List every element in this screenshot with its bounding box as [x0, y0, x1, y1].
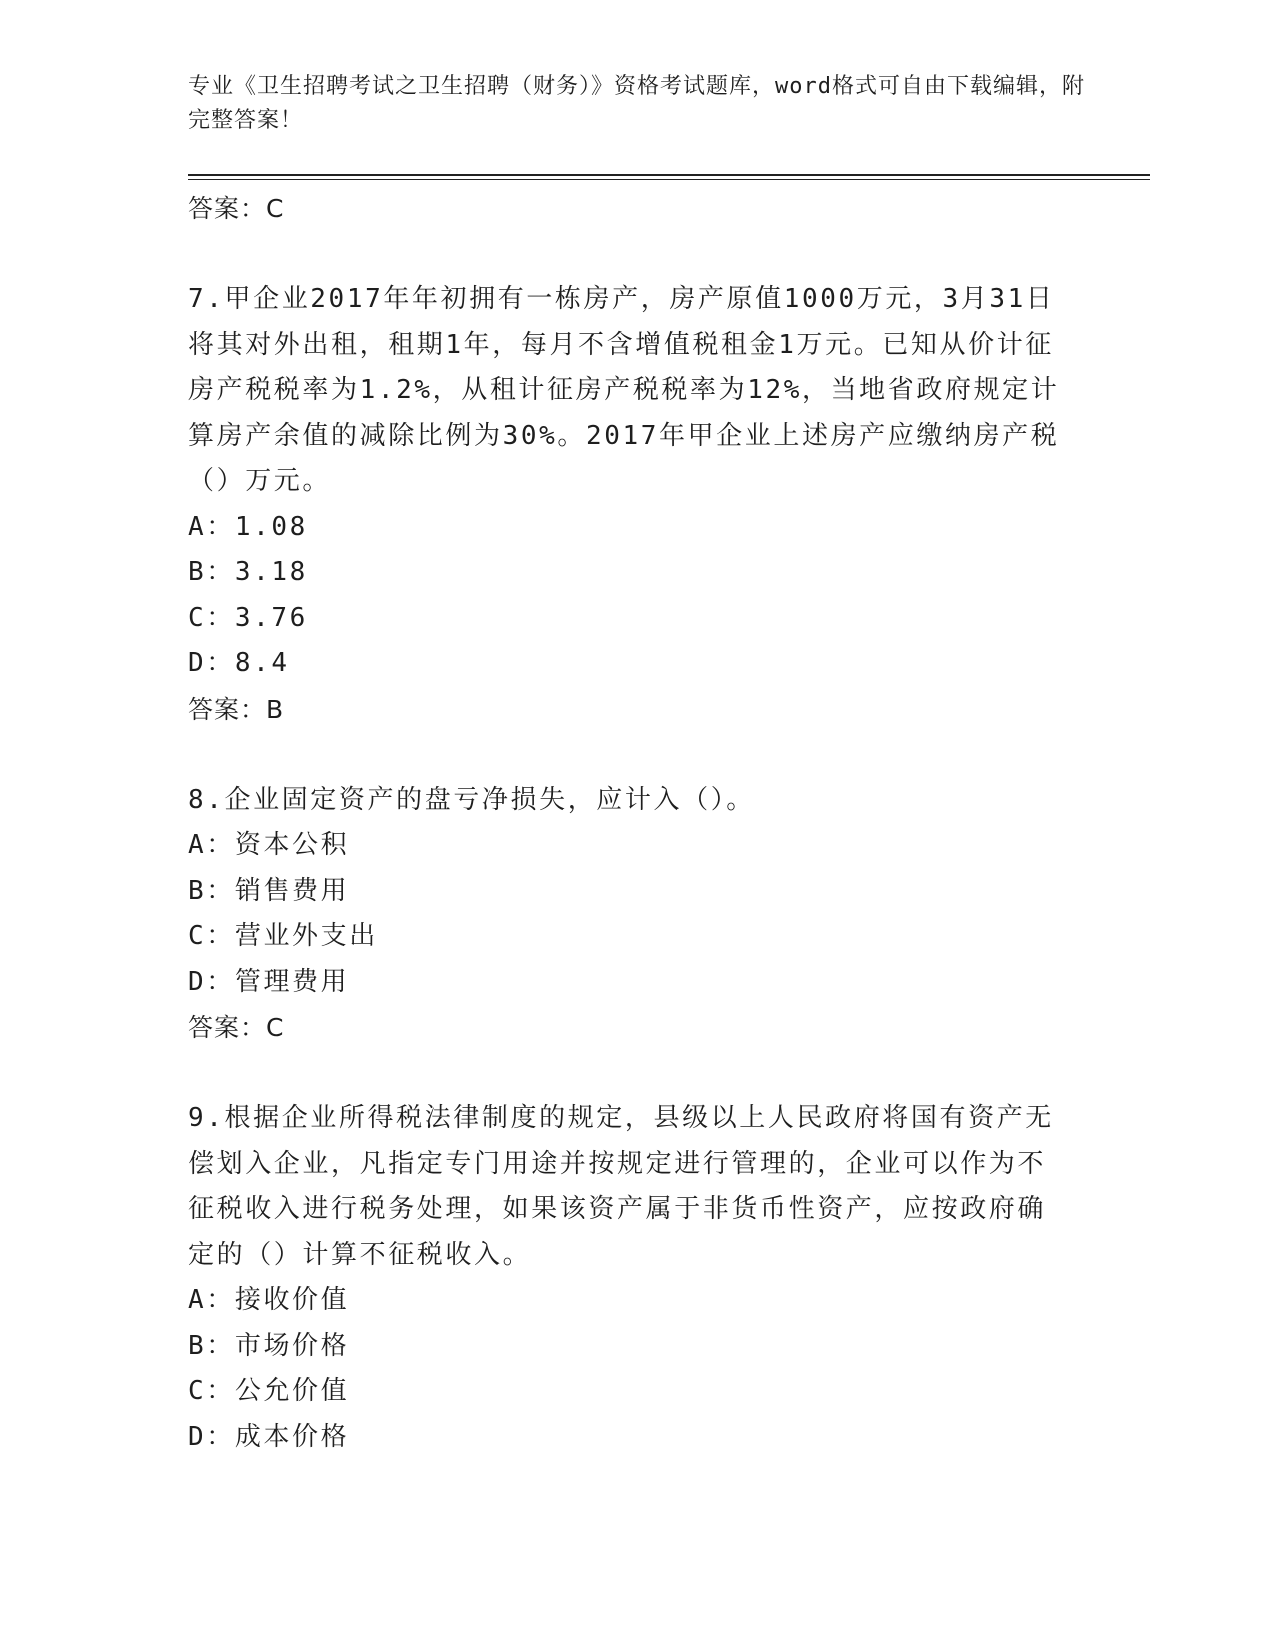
option-a: A：1.08	[188, 511, 308, 542]
option-d: D：成本价格	[188, 1421, 350, 1452]
option-b: B：销售费用	[188, 875, 350, 906]
question-7	[188, 277, 1148, 732]
header-divider	[188, 174, 1150, 180]
option-c: C：营业外支出	[188, 921, 378, 951]
option-a: A：资本公积	[188, 830, 350, 860]
option-c: C：3.76	[188, 602, 308, 633]
header-rule-thin	[188, 179, 1150, 180]
question-answer: 答案：B	[188, 694, 285, 724]
question-stem: 7.甲企业2017年年初拥有一栋房产，房产原值1000万元，3月31日将其对外出租，租期1年，每月不含增值税租金1万元。已知从价计征房产税税率为1.2%，从租计征房产税税率为12%，当地省政府规定计算房产余值的减除比例为30%。2017年甲企业上述房产应缴纳房产税（）万元。	[188, 284, 1060, 496]
option-b: B：市场价格	[188, 1330, 350, 1361]
previous-answer: 答案：C	[188, 194, 285, 223]
option-a: A：接收价值	[188, 1285, 350, 1315]
document-page	[188, 70, 1148, 1460]
document-header: 专业《卫生招聘考试之卫生招聘（财务）》资格考试题库，word格式可自由下载编辑，附完整答案！	[188, 74, 1085, 133]
question-9	[188, 1096, 1148, 1460]
option-b: B：3.18	[188, 557, 308, 587]
question-answer: 答案：C	[188, 1013, 285, 1042]
header-rule-thick	[188, 174, 1150, 176]
option-d: D：管理费用	[188, 966, 350, 997]
option-c: C：公允价值	[188, 1376, 350, 1406]
option-d: D：8.4	[188, 648, 290, 678]
question-8	[188, 778, 1148, 1051]
question-stem: 9.根据企业所得税法律制度的规定，县级以上人民政府将国有资产无偿划入企业，凡指定专门用途并按规定进行管理的，企业可以作为不征税收入进行税务处理，如果该资产属于非货币性资产，应按政府确定的（）计算不征税收入。	[188, 1103, 1054, 1270]
question-stem: 8.企业固定资产的盘亏净损失，应计入（）。	[188, 784, 755, 815]
